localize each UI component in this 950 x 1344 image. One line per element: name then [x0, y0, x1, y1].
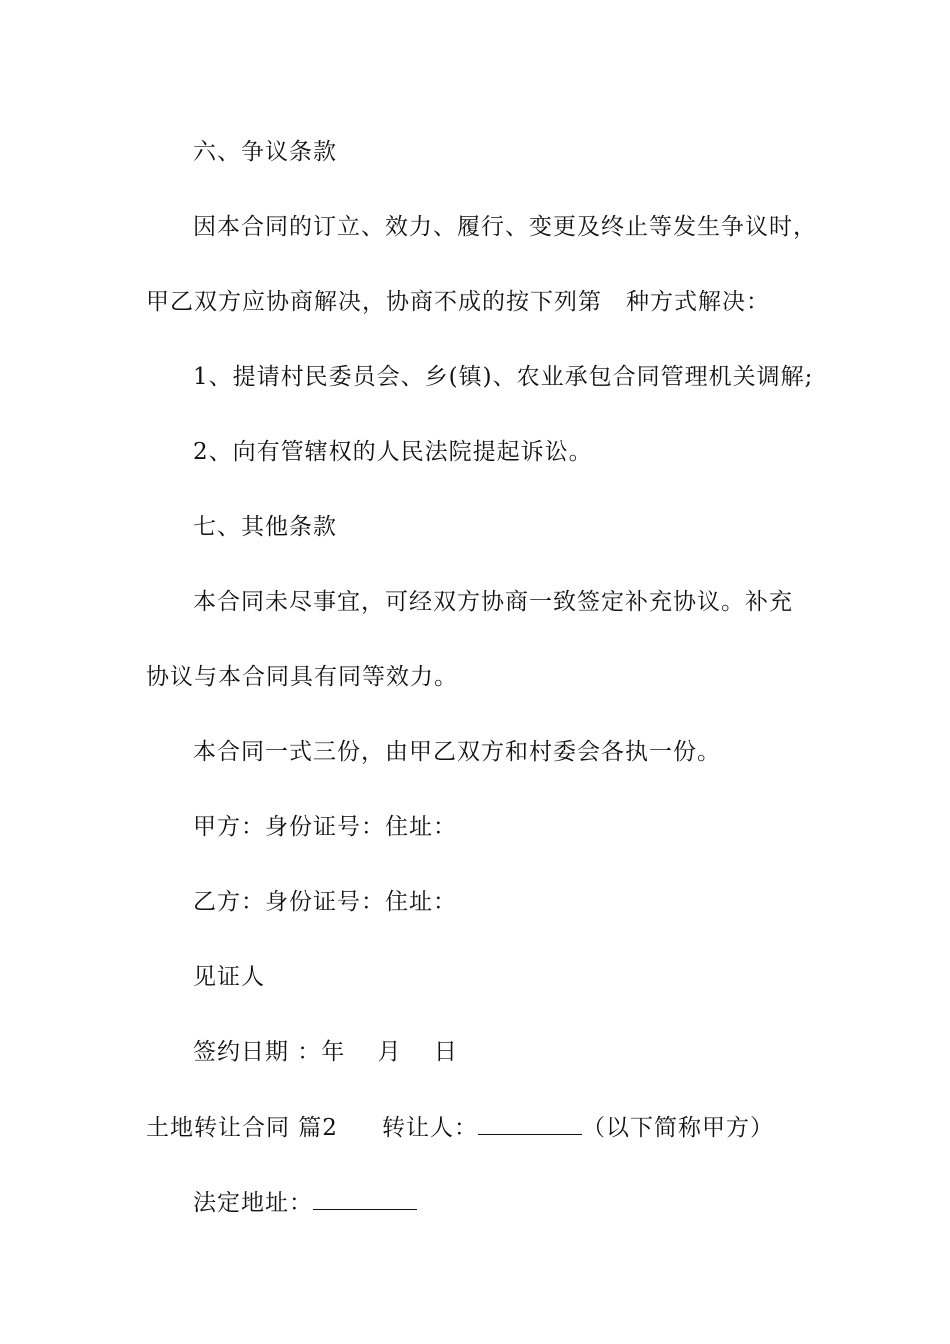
legal-address-blank	[313, 1187, 417, 1210]
legal-address-line	[193, 1187, 417, 1218]
witness-line: 见证人	[193, 964, 265, 990]
contract-2-header-line	[146, 1112, 774, 1143]
section-7-paragraph-line-2: 协议与本合同具有同等效力。	[146, 664, 458, 690]
section-6-paragraph-line-2: 甲乙双方应协商解决，协商不成的按下列第 种方式解决：	[146, 289, 770, 315]
transferor-blank	[478, 1112, 582, 1135]
party-b-line: 乙方：身份证号：住址：	[193, 889, 457, 915]
section-7-paragraph-line-1: 本合同未尽事宜，可经双方协商一致签定补充协议。补充	[193, 589, 793, 615]
contract-2-title: 土地转让合同 篇2	[146, 1115, 338, 1141]
section-6-item-2: 2、向有管辖权的人民法院提起诉讼。	[193, 439, 593, 465]
section-7-heading: 七、其他条款	[193, 514, 337, 540]
section-6-item-1: 1、提请村民委员会、乡(镇)、农业承包合同管理机关调解;	[193, 364, 814, 390]
section-6-paragraph-line-1: 因本合同的订立、效力、履行、变更及终止等发生争议时，	[193, 214, 817, 240]
transferor-label: 转让人：	[381, 1115, 478, 1141]
section-6-heading: 六、争议条款	[193, 139, 337, 165]
sign-date-line: 签约日期 ：年 月 日	[193, 1039, 458, 1065]
transferor-suffix: （以下简称甲方）	[581, 1115, 774, 1141]
section-7-paragraph-2: 本合同一式三份，由甲乙双方和村委会各执一份。	[193, 739, 721, 765]
legal-address-label: 法定地址：	[193, 1190, 313, 1216]
party-a-line: 甲方：身份证号：住址：	[193, 814, 457, 840]
